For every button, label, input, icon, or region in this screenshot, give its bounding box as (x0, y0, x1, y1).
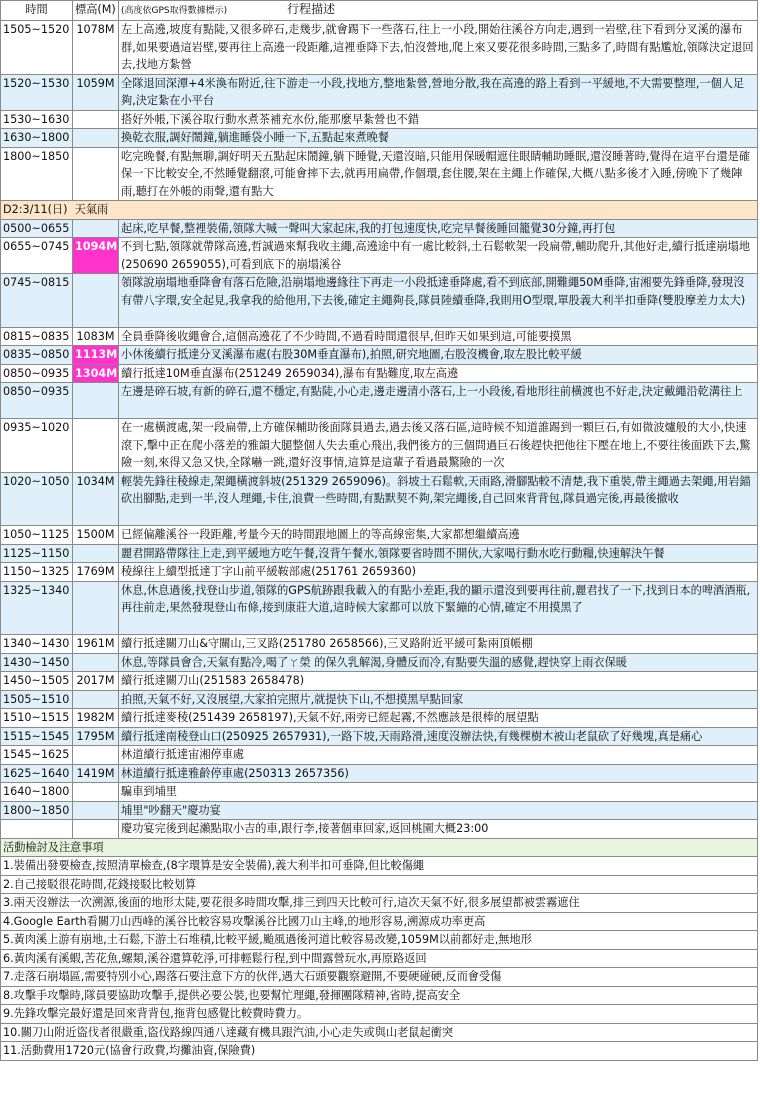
table-row (1, 346, 758, 365)
row-time: 0815~0835 (1, 327, 73, 346)
day2-weather: 天氣雨 (74, 203, 109, 216)
row-altitude: 1795M (73, 727, 119, 746)
table-row (1, 21, 758, 75)
table-row (1, 727, 758, 746)
row-altitude (73, 653, 119, 672)
review-item (1, 857, 758, 876)
review-title-row (1, 838, 758, 857)
review-item-text: 11.活動費用1720元(協會行政費,均攤油資,保險費) (1, 1042, 758, 1061)
review-item-text: 8.攻擊手攻擊時,隊員要協助攻擊手,提供必要公裝,也要幫忙理繩,發揮團隊精神,省時,提高安全 (1, 986, 758, 1005)
review-item (1, 894, 758, 913)
row-altitude (73, 820, 119, 839)
row-description: 起床,吃早餐,整裡裝備,領隊大喊一聲叫大家起床,我的打包速度快,吃完早餐後睡回籠覺30分鐘,再打包 (119, 219, 758, 238)
row-description: 林道續行抵達宙湘停車處 (119, 746, 758, 765)
row-description: 休息,等隊員會合,天氣有點冷,喝了ㄚ榮 的保久乳解渴,身體反而冷,有點要失溫的感覺,趕快穿上雨衣保暖 (119, 653, 758, 672)
review-item-text: 1.裝備出發要檢查,按照清單檢查,(8字環算是安全裝備),義大利半扣可垂降,但比較傷繩 (1, 857, 758, 876)
row-time: 1430~1450 (1, 653, 73, 672)
table-row (1, 219, 758, 238)
row-altitude (73, 801, 119, 820)
table-row (1, 690, 758, 709)
table-row (1, 274, 758, 328)
row-time: 0745~0815 (1, 274, 73, 328)
row-altitude (73, 746, 119, 765)
table-row (1, 764, 758, 783)
row-time: 1800~1850 (1, 147, 73, 201)
row-altitude (73, 219, 119, 238)
review-item (1, 1042, 758, 1061)
table-row (1, 238, 758, 274)
row-altitude (73, 783, 119, 802)
row-time: 1530~1630 (1, 110, 73, 129)
header-desc: 行程描述 (287, 2, 336, 16)
row-time: 1340~1430 (1, 635, 73, 654)
review-item (1, 912, 758, 931)
table-row (1, 364, 758, 383)
row-time: 1640~1800 (1, 783, 73, 802)
row-description: 不到七點,領隊就帶隊高遶,哲誠過來幫我收主繩,高遶途中有一處比較斜,土石鬆軟架一段扁帶,輔助爬升,其他好走,續行抵達崩塌地(250690 2659055),可看到底下的崩塌溪谷 (119, 238, 758, 274)
row-altitude: 1500M (73, 526, 119, 545)
row-altitude: 1059M (73, 74, 119, 110)
row-description: 搭好外帳,下溪谷取行動水煮茶補充水份,能那麼早紮營也不錯 (119, 110, 758, 129)
table-row (1, 327, 758, 346)
row-time: 1450~1505 (1, 672, 73, 691)
row-altitude: 1982M (73, 709, 119, 728)
row-altitude: 1769M (73, 563, 119, 582)
day2-rows (1, 219, 758, 838)
row-description: 埔里"吵翻天"慶功宴 (119, 801, 758, 820)
row-description: 拍照,天氣不好,又沒展望,大家拍完照片,就提快下山,不想摸黑早點回家 (119, 690, 758, 709)
review-item (1, 1005, 758, 1024)
review-item-text: 4.Google Earth看關刀山西峰的溪谷比較容易攻擊溪谷比國刀山主峰,的地形容易,溯源成功率更高 (1, 912, 758, 931)
row-time: 0935~1020 (1, 419, 73, 473)
row-description: 換乾衣服,調好鬧鐘,躺進睡袋小睡一下,五點起來煮晚餐 (119, 129, 758, 148)
review-item-text: 3.兩天沒辦法一次溯源,後面的地形太陡,要花很多時間攻擊,排三到四天比較可行,這次天氣不好,很多展望都被雲霧遮住 (1, 894, 758, 913)
row-altitude: 1083M (73, 327, 119, 346)
row-description: 麗君開路帶隊往上走,到平緩地方吃午餐,沒背午餐水,領隊要省時間不開伙,大家喝行動水吃行動糧,快速解決午餐 (119, 544, 758, 563)
row-altitude (73, 419, 119, 473)
row-altitude: 1419M (73, 764, 119, 783)
day2-header (1, 201, 758, 220)
row-description: 吃完晚餐,有點無聊,調好明天五點起床鬧鐘,躺下睡覺,天還沒暗,只能用保暖帽遮住眼睛輔助睡眠,還沒睡著時,覺得在這平台還是確保一下比較安全,不然睡覺翻滾,可能會摔下去,就再用扁帶,作個環,套住腰,架在主繩上作確保,大概八點多後才入睡,傍晚下了幾陣雨,聽打在外帳的雨聲,還有點大 (119, 147, 758, 201)
row-time: 0835~0850 (1, 346, 73, 365)
row-altitude (73, 129, 119, 148)
row-time: 1505~1510 (1, 690, 73, 709)
table-row (1, 110, 758, 129)
row-altitude: 1304M (73, 364, 119, 383)
row-description: 續行抵達關刀山&守關山,三叉路(251780 2658566),三叉路附近平緩可紮兩頂帳棚 (119, 635, 758, 654)
row-time: 1150~1325 (1, 563, 73, 582)
review-item-text: 7.走落石崩塌區,需要特別小心,踢落石要注意下方的伙伴,遇大石頭要觀察避開,不要硬碰硬,反而會受傷 (1, 968, 758, 987)
review-item (1, 986, 758, 1005)
row-altitude: 1113M (73, 346, 119, 365)
row-altitude: 1094M (73, 238, 119, 274)
table-row (1, 801, 758, 820)
row-time: 1050~1125 (1, 526, 73, 545)
review-item (1, 1023, 758, 1042)
table-row (1, 544, 758, 563)
table-row (1, 820, 758, 839)
table-row (1, 709, 758, 728)
row-description: 騙車到埔里 (119, 783, 758, 802)
row-description: 已經偏離溪谷一段距離,考量今天的時間跟地圖上的等高線密集,大家都想繼續高遶 (119, 526, 758, 545)
row-altitude (73, 147, 119, 201)
review-item-text: 10.關刀山附近盜伐者很嚴重,盜伐路線四通八達藏有機具跟汽油,小心走失或與山老鼠起衝突 (1, 1023, 758, 1042)
review-item (1, 931, 758, 950)
row-altitude: 2017M (73, 672, 119, 691)
row-time: 0500~0655 (1, 219, 73, 238)
day2-cell (1, 201, 758, 220)
table-row (1, 635, 758, 654)
review-item-text: 9.先鋒攻擊完最好還是回來背背包,拖背包感覺比較費時費力。 (1, 1005, 758, 1024)
table-row (1, 783, 758, 802)
header-time: 時間 (1, 1, 73, 21)
table-row (1, 581, 758, 635)
row-description: 全隊退回深潭+4米渙布附近,往下游走一小段,找地方,整地紮營,營地分散,我在高遶的路上看到一平緩地,不大需要整理,一個人足夠,決定紮在小平台 (119, 74, 758, 110)
review-item-text: 2.自己接駁很花時間,花錢接駁比較划算 (1, 875, 758, 894)
day2-label: D2:3/11(日) (3, 203, 68, 216)
table-row (1, 563, 758, 582)
review-title: 活動檢討及注意事項 (1, 838, 758, 857)
row-time: 1325~1340 (1, 581, 73, 635)
row-description: 續行抵達10M垂直瀑布(251249 2659034),瀑布有點難度,取左高遶 (119, 364, 758, 383)
header-desc-cell (119, 1, 758, 21)
review-item (1, 968, 758, 987)
row-description: 左邊是碎石坡,有新的碎石,還不穩定,有點陡,小心走,邊走邊清小落石,上一小段後,看地形往前橫渡也不好走,決定戴繩沿乾溝往上 (119, 383, 758, 419)
row-altitude (73, 110, 119, 129)
row-altitude (73, 274, 119, 328)
row-time: 1630~1800 (1, 129, 73, 148)
row-altitude: 1034M (73, 472, 119, 526)
row-description: 稜線往上續型抵達丁字山前平緩鞍部處(251761 2659360) (119, 563, 758, 582)
row-description: 領隊說崩塌地垂降會有落石危險,沿崩塌地邊緣往下再走一小段抵達垂降處,看不到底部,開難繩50M垂降,宙湘要先鋒垂降,發現沒有帶八字環,安全起見,我拿我的給他用,下去後,確定主繩夠長,隊員陸續垂降,我則用O型環,單股義大利半扣垂降(雙股摩差力太大) (119, 274, 758, 328)
row-time: 1545~1625 (1, 746, 73, 765)
row-time: 0850~0935 (1, 383, 73, 419)
table-row (1, 147, 758, 201)
row-description: 小休後續行抵達分叉溪瀑布處(右股30M垂直瀑布),拍照,研究地圖,右股沒機會,取左股比較平緩 (119, 346, 758, 365)
row-description: 輕裝先鋒往稜線走,架繩橫渡斜坡(251329 2659096)。斜坡土石鬆軟,天雨路,滑腳點較不清楚,我下重裝,帶主繩過去架繩,用岩錨砍出腳點,走到一半,沒人理繩,卡住,浪費一些時間,有點默契不夠,架完繩後,自己回來背背包,隊員過完後,再最後撤收 (119, 472, 758, 526)
review-section (1, 838, 758, 1060)
row-description: 林道續行抵達雅齡停車處(250313 2657356) (119, 764, 758, 783)
review-item (1, 949, 758, 968)
table-row (1, 129, 758, 148)
row-time: 1505~1520 (1, 21, 73, 75)
row-altitude: 1961M (73, 635, 119, 654)
row-description: 休息,休息過後,找登山步道,領隊的GPS航跡跟我載入的有點小差距,我的顯示還沒到要再往前,麗君找了一下,找到日本的啤酒酒瓶,再往前走,果然發現登山布條,接到康莊大道,這時候大家都可以放下緊繃的心情,確定不用摸黑了 (119, 581, 758, 635)
row-description: 在一處橫渡處,架一段扁帶,上方確保輔助後面隊員過去,過去後又落石區,這時候不知道誰踢到一顆巨石,有如微波爐般的大小,快速滾下,擊中正在爬小落差的雅韻大腿整個人失去重心飛出,我們後方的三個問過巨石後趕快把他往下壓在地上,不要往後面跌下去,驚險一刻,來得又急又快,全隊嚇一跳,還好沒事情,這算是這輩子看過最驚險的一次 (119, 419, 758, 473)
review-item-text: 6.黃肉溪有溪蝦,苦花魚,螺類,溪谷還算乾淨,可排輕鬆行程,到中間露營玩水,再原路返回 (1, 949, 758, 968)
row-time: 1515~1545 (1, 727, 73, 746)
table-row (1, 653, 758, 672)
header-altitude: 標高(M) (73, 1, 119, 21)
table-header (1, 1, 758, 21)
row-time: 1625~1640 (1, 764, 73, 783)
row-description: 慶功宴完後到起瀨點取小吉的車,跟行李,接著個車回家,返回桃園大概23:00 (119, 820, 758, 839)
review-item-text: 5.黃肉溪上游有崩地,土石鬆,下游土石堆積,比較平緩,颱風過後河道比較容易改變,1059M以前都好走,無地形 (1, 931, 758, 950)
row-time: 0850~0935 (1, 364, 73, 383)
row-description: 全員垂降後收繩會合,這個高遶花了不少時間,不過看時間還很早,但昨天如果到這,可能要摸黑 (119, 327, 758, 346)
row-time: 0655~0745 (1, 238, 73, 274)
row-description: 續行抵達關刀山(251583 2658478) (119, 672, 758, 691)
row-time: 1520~1530 (1, 74, 73, 110)
table-row (1, 746, 758, 765)
row-altitude (73, 690, 119, 709)
row-description: 續行抵達南稜登山口(250925 2657931),一路下坡,天雨路滑,速度沒辦法快,有幾棵樹木被山老鼠砍了好幾塊,真是痛心 (119, 727, 758, 746)
review-item (1, 875, 758, 894)
table-row (1, 472, 758, 526)
row-time: 1510~1515 (1, 709, 73, 728)
row-time: 1125~1150 (1, 544, 73, 563)
row-altitude (73, 544, 119, 563)
row-description: 續行抵達麥稜(251439 2658197),天氣不好,兩旁已經起霧,不然應該是很棒的展望點 (119, 709, 758, 728)
row-time: 1020~1050 (1, 472, 73, 526)
table-row (1, 419, 758, 473)
day1-rows (1, 21, 758, 201)
row-time: 1800~1850 (1, 801, 73, 820)
table-row (1, 383, 758, 419)
row-altitude (73, 383, 119, 419)
table-row (1, 672, 758, 691)
table-row (1, 74, 758, 110)
row-altitude: 1078M (73, 21, 119, 75)
row-altitude (73, 581, 119, 635)
row-description: 左上高遶,坡度有點陡,又很多碎石,走幾步,就會踢下一些落石,往上一小段,開始往溪谷方向走,遇到一岩壁,往下看到分叉溪的瀑布群,如果要過這岩壁,要再往上高遶一段距離,這裡垂降下去,怕沒營地,爬上來又要花很多時間,三點多了,時間有點尷尬,領隊決定退回去,找地方紮營 (119, 21, 758, 75)
header-note: (高度依GPS取得數據標示) (121, 6, 228, 16)
table-row (1, 526, 758, 545)
row-time (1, 820, 73, 839)
